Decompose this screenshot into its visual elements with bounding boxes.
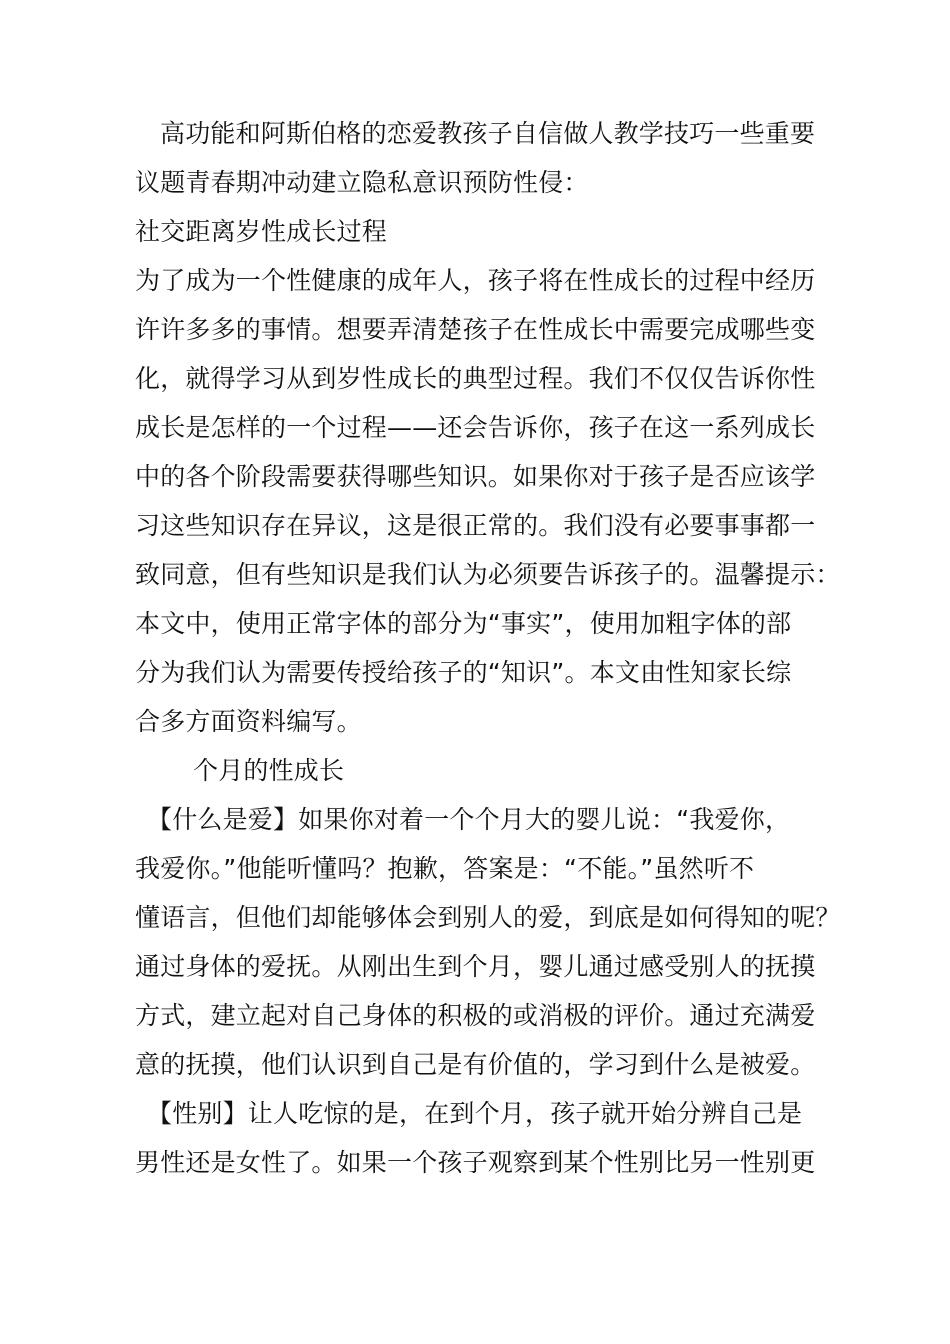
doc-line-section-heading: 社交距离岁性成长过程 (135, 217, 388, 246)
doc-line: 许许多多的事情。想要弄清楚孩子在性成长中需要完成哪些变 (135, 315, 816, 344)
doc-line: 合多方面资料编写。 (135, 707, 362, 736)
doc-line: 习这些知识存在异议，这是很正常的。我们没有必要事事都一 (135, 511, 816, 540)
doc-line: 中的各个阶段需要获得哪些知识。如果你对于孩子是否应该学 (135, 462, 816, 491)
doc-line-title-2: 议题青春期冲动建立隐私意识预防性侵： (135, 168, 589, 197)
doc-line: 化，就得学习从到岁性成长的典型过程。我们不仅仅告诉你性 (135, 364, 816, 393)
doc-line: 为了成为一个性健康的成年人，孩子将在性成长的过程中经历 (135, 266, 816, 295)
doc-line: 本文中，使用正常字体的部分为“事实”，使用加粗字体的部 (135, 609, 792, 638)
doc-line-subheading: 个月的性成长 (193, 756, 345, 785)
doc-line: 【什么是爱】如果你对着一个个月大的婴儿说：“我爱你， (147, 805, 791, 834)
doc-line: 【性别】让人吃惊的是，在到个月，孩子就开始分辨自己是 (147, 1099, 803, 1128)
doc-line: 方式，建立起对自己身体的积极的或消极的评价。通过充满爱 (135, 1001, 816, 1030)
doc-line: 成长是怎样的一个过程——还会告诉你，孩子在这一系列成长 (135, 413, 816, 442)
doc-line: 懂语言，但他们却能够体会到别人的爱，到底是如何得知的呢？ (135, 903, 841, 932)
doc-line: 通过身体的爱抚。从刚出生到个月，婴儿通过感受别人的抚摸 (135, 952, 816, 981)
doc-line: 意的抚摸，他们认识到自己是有价值的，学习到什么是被爱。 (135, 1050, 816, 1079)
doc-line: 男性还是女性了。如果一个孩子观察到某个性别比另一性别更 (135, 1148, 816, 1177)
doc-line: 我爱你。”他能听懂吗？抱歉，答案是：“不能。”虽然听不 (135, 854, 755, 883)
doc-line: 分为我们认为需要传授给孩子的“知识”。本文由性知家长综 (135, 658, 792, 687)
doc-line: 致同意，但有些知识是我们认为必须要告诉孩子的。温馨提示： (135, 560, 841, 589)
doc-line-title-1: 高功能和阿斯伯格的恋爱教孩子自信做人教学技巧一些重要 (160, 119, 816, 148)
